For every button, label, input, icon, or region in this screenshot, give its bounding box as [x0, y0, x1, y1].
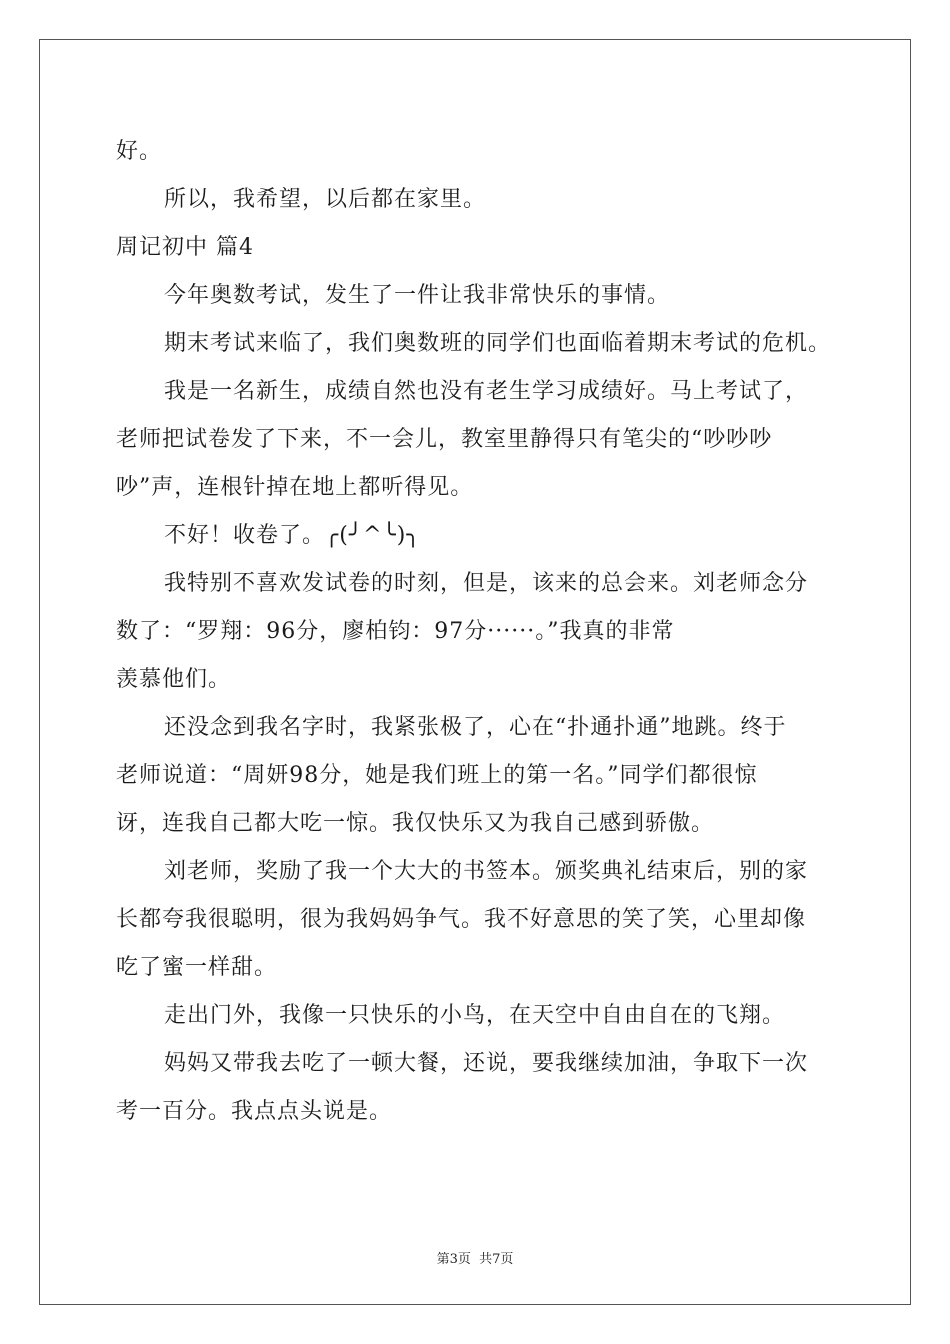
paragraph-line: 数了：“罗翔：96分，廖柏钧：97分······。”我真的非常: [116, 619, 675, 644]
paragraph-line: 还没念到我名字时，我紧张极了，心在“扑通扑通”地跳。终于: [164, 715, 787, 740]
paragraph-line: 老师说道：“周妍98分，她是我们班上的第一名。”同学们都很惊: [116, 763, 758, 788]
paragraph-line: 长都夸我很聪明，很为我妈妈争气。我不好意思的笑了笑，心里却像: [116, 907, 807, 932]
document-body: [116, 128, 836, 1136]
section-heading: 周记初中 篇4: [116, 235, 254, 260]
paragraph-line: 我特别不喜欢发试卷的时刻，但是，该来的总会来。刘老师念分: [164, 571, 809, 596]
paragraph-line: 讶，连我自己都大吃一惊。我仅快乐又为我自己感到骄傲。: [116, 811, 715, 836]
paragraph-line: 刘老师，奖励了我一个大大的书签本。颁奖典礼结束后，别的家: [164, 859, 809, 884]
page-number: 第3页: [436, 1252, 471, 1267]
paragraph-line: 期末考试来临了，我们奥数班的同学们也面临着期末考试的危机。: [164, 331, 832, 356]
paragraph-line: 不好！收卷了。╭(╯^╰)╮: [164, 523, 421, 548]
paragraph-line: 羡慕他们。: [116, 667, 232, 692]
paragraph-line: 走出门外，我像一只快乐的小鸟，在天空中自由自在的飞翔。: [164, 1003, 786, 1028]
paragraph-line: 吵”声，连根针掉在地上都听得见。: [116, 475, 474, 500]
paragraph-line: 所以，我希望，以后都在家里。: [164, 187, 487, 212]
page-total: 共7页: [479, 1252, 514, 1267]
paragraph-line: 今年奥数考试，发生了一件让我非常快乐的事情。: [164, 283, 671, 308]
paragraph-line: 老师把试卷发了下来，不一会儿，教室里静得只有笔尖的“吵吵吵: [116, 427, 773, 452]
paragraph-line: 好。: [116, 139, 163, 164]
paragraph-line: 考一百分。我点点头说是。: [116, 1099, 393, 1124]
page-footer: [0, 1248, 950, 1267]
paragraph-line: 吃了蜜一样甜。: [116, 955, 278, 980]
paragraph-line: 妈妈又带我去吃了一顿大餐，还说，要我继续加油，争取下一次: [164, 1051, 809, 1076]
paragraph-line: 我是一名新生，成绩自然也没有老生学习成绩好。马上考试了，: [164, 379, 809, 404]
